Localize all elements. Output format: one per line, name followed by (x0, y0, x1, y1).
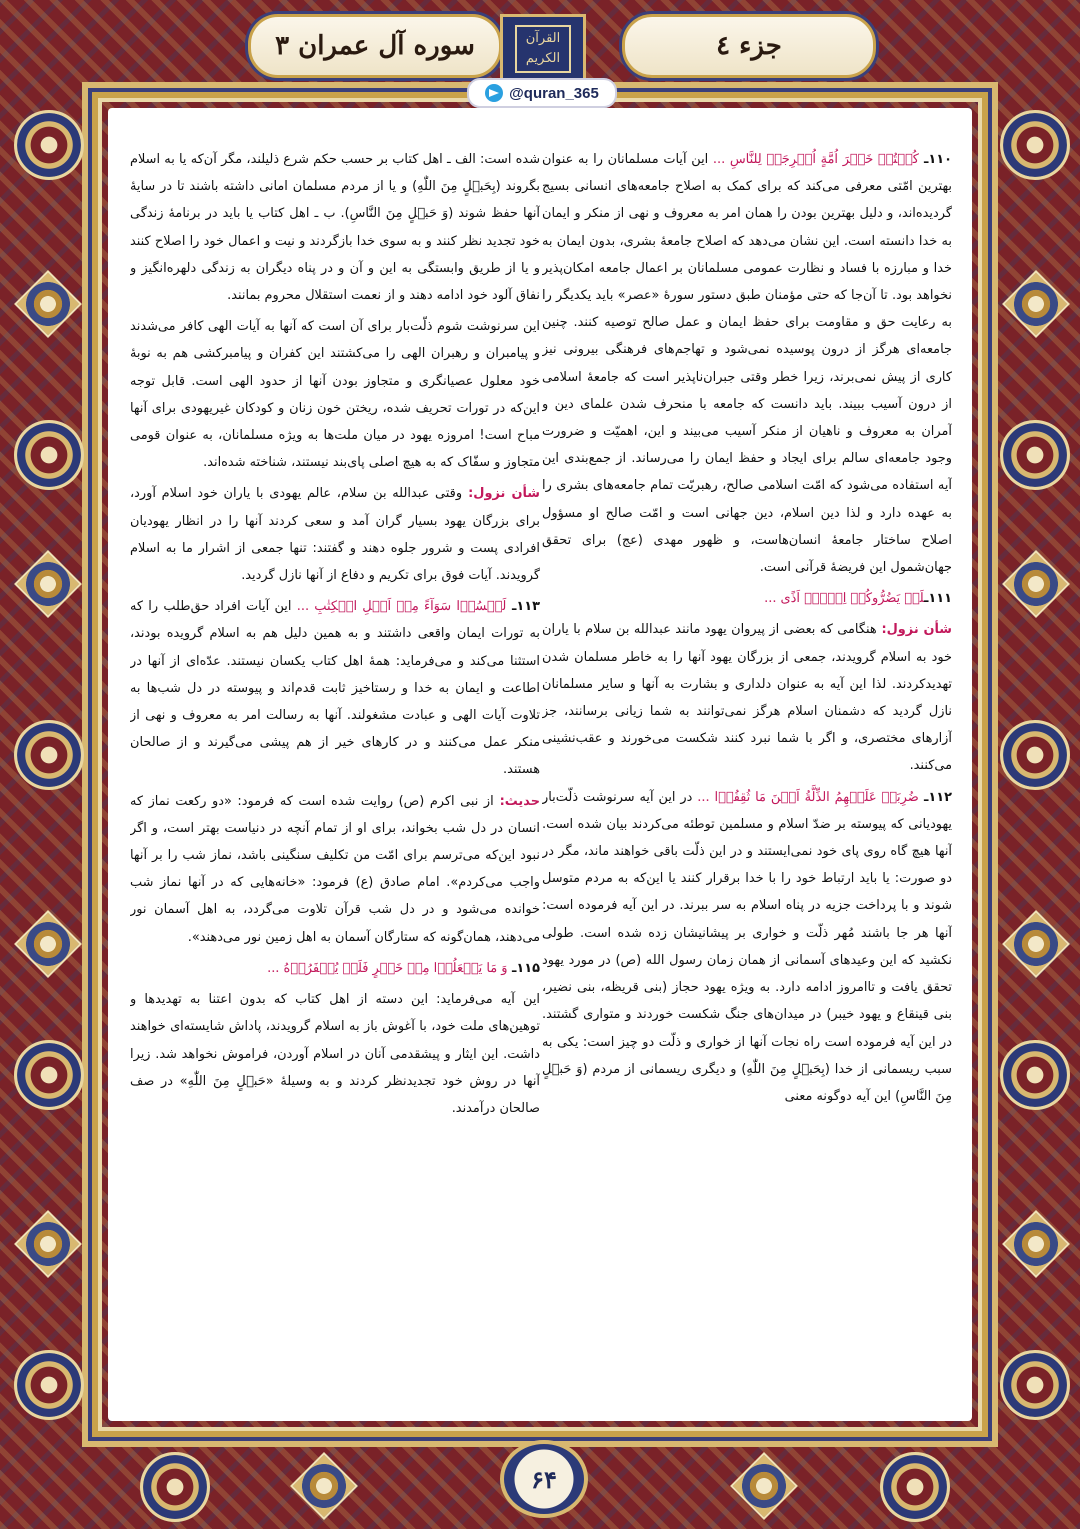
note-label: شأن نزول: (876, 622, 952, 638)
page-number-badge (500, 1440, 588, 1518)
paragraph (130, 788, 540, 951)
left-column (130, 146, 540, 1386)
paragraph-text: این سرنوشت شوم ذلّت‌بار برای آن است که آنها به آیات الهی کافر می‌شدند و پیامبران و رهبران الهی را می‌کشتند این کفران و پیامبرکشی هم به نوبهٔ خود معلول عصیانگری و متجاوز بودن آنها از حدود الهی است. قابل توجه این‌که در تورات تحریف شده، ریختن خون زنان و کودکان غیریهودی برای آنها مباح است! امروزه یهود در میان ملت‌ها به ویژه مسلمانان، به عنوان قومی متجاوز و سفّاک که به هیچ اصلی پای‌بند نیستند، شناخته شده‌اند. (130, 319, 540, 471)
surah-title-plate (248, 14, 502, 78)
paragraph (130, 986, 540, 1122)
paragraph-text: در این آیه سرنوشت ذلّت‌بار یهودیانی که پیوسته بر ضدّ اسلام و مسلمین توطئه می‌کردند بیان شده است. آنها هیچ گاه روی پای خود نمی‌ایستند و در این ذلّت باقی خواهند ماند، مگر در دو صورت: یا باید ارتباط خود را با خدا برقرار کنند یا این‌که به مردم متوسل شوند و با پرداخت جزیه در پناه اسلام به سر ببرند. در این آیه فرموده است: آنها هر جا باشند مُهر ذلّت و خواری بر پیشانیشان زده شده است. طولی نکشید که این وعیدهای آسمانی از همان زمان رسول الله (ص) در مورد یهود تحقق یافت و تاامروز ادامه دارد. به ویژه یهود حجاز (بنی قریظه، بنی نضیر، بنی قینقاع و یهود خیبر) در میدان‌های جنگ شکست خوردند و متواری گشتند. در این آیه فرموده است راه نجات آنها از خواری و ذلّت دو چیز است: یکی به سبب ریسمانی از خدا (بِحَبۡلٍ مِنَ اللّٰهِ) و دیگری ریسمانی از مردم (وَ حَبۡلٍ مِنَ النَّاسِ) این آیه دوگونه معنی (542, 789, 952, 1104)
verse-number: ۱۱۰ـ (918, 152, 952, 167)
paragraph-gap (542, 1110, 952, 1114)
verse-quote: لَنۡ یَضُرُّوکُمۡ اِلَّاۤ اَذًی ... (764, 591, 924, 607)
verse-quote: کُنۡتُمۡ خَیۡرَ اُمَّةٍ اُخۡرِجَتۡ لِلنَّاسِ ... (708, 152, 919, 167)
paragraph-text: شده است: الف ـ اهل کتاب بر حسب حکم شرع ذلیلند، مگر آن‌که یا به اسلام بگروند (بِحَبۡلٍ مِنَ اللّٰهِ) و یا از مردم مسلمان امانی داشته باشند تا در سایهٔ آنها حفظ شوند (وَ حَبۡلٍ مِنَ النَّاسِ). ب ـ اهل کتاب یا باید در برنامهٔ زندگی خود تجدید نظر کنند و به سوی خدا بازگردند و نیت و اعمال خود را اصلاح کنند و یا از طریق وابستگی به این و آن و در پناه دیگران به زندگی دلهره‌انگیز و نفاق آلود خود ادامه دهند و از نعمت استقلال محروم بمانند. (130, 152, 540, 304)
paragraph (542, 585, 952, 612)
verse-quote: لَیۡسُوۡا سَوَآءً مِنۡ اَهۡلِ الۡکِتٰبِ ... (291, 599, 507, 615)
border-medallion (140, 1452, 210, 1522)
verse-number: ۱۱۲ـ (918, 789, 952, 805)
border-medallion (1000, 110, 1070, 180)
paragraph-text: این آیات افراد حق‌طلب را که به تورات ایمان واقعی داشتند و به همین دلیل هم به اسلام گرویده بودند، استثنا می‌کند و می‌فرماید: همهٔ اهل کتاب یکسان نیستند. عدّه‌ای از آنها در اطاعت و ایمان به خدا و رستاخیز ثابت قدم‌اند و پیوسته در دل شب‌ها به تلاوت آیات الهی و عبادت مشغولند. آنها به رسالت امر به معروف و نهی از منکر عمل می‌کنند و در کارهای خیر از هم پیشی می‌گیرند و از صالحان هستند. (130, 599, 540, 778)
border-medallion (14, 420, 84, 490)
verse-number: ۱۱۳ـ (506, 599, 540, 615)
border-medallion (14, 1040, 84, 1110)
paragraph (130, 955, 540, 982)
paragraph (130, 480, 540, 589)
channel-tag[interactable] (467, 78, 617, 108)
paragraph (130, 146, 540, 309)
paragraph (130, 313, 540, 476)
note-label: شأن نزول: (462, 486, 540, 502)
paragraph (130, 593, 540, 783)
verse-quote: وَ مَا یَفۡعَلُوۡا مِنۡ خَیۡرٍ فَلَنۡ یُکۡفَرُوۡهُ ... (267, 960, 508, 976)
border-medallion (1000, 1350, 1070, 1420)
border-medallion (880, 1452, 950, 1522)
juz-title: جزء ٤ (716, 31, 782, 61)
right-column (542, 146, 952, 1386)
paragraph-text: این آیه می‌فرماید: این دسته از اهل کتاب که بدون اعتنا به تهدیدها و توهین‌های ملت خود، با آغوش باز به اسلام گرویدند، پاداش شایسته‌ای خواهند داشت. این ایثار و پیشقدمی آنان در اسلام آوردن، فراموش نخواهد شد. زیرا آنها در روش خود تجدیدنظر کردند و به وسیلهٔ «حَبۡلٍ مِنَ اللّٰهِ» در صف صالحان درآمدند. (130, 992, 540, 1116)
note-label: حدیث: (493, 793, 540, 809)
paragraph-gap (130, 1122, 540, 1126)
page-body (108, 108, 972, 1421)
verse-number: ۱۱۵ـ (507, 960, 540, 976)
paragraph-text: این آیات مسلمانان را به عنوان بهترین امّتی معرفی می‌کند که برای کمک به اصلاح جامعه‌های انسانی بسیج گردیده‌اند، و دلیل بهترین بودن را همان امر به معروف و نهی از منکر و ایمان به خدا دانسته است. این نشان می‌دهد که اصلاح جامعهٔ بشری، بدون ایمان به خدا و مبارزه با فساد و نظارت عمومی مسلمانان بر اعمال جامعه امکان‌پذیر نخواهد بود. تا آن‌جا که حتی مؤمنان طبق دستور سورهٔ «عصر» باید یکدیگر را به رعایت حق و مقاومت برای حفظ ایمان و عمل صالح توصیه کنند. چنین جامعه‌ای هرگز از درون پوسیده نمی‌شود و تهاجم‌های فرهنگی بیرونی نیز کاری از پیش نمی‌برند، زیرا خطر وقتی جبران‌ناپذیر است که جامعهٔ اسلامی از درون آسیب ببیند. باید دانست که جامعه با منحرف شدن علمای دین و آمران به معروف و ناهیان از منکر آسیب می‌بیند و این، اهمیّت و ضرورت وجود جامعه‌ای سالم برای ایجاد و حفظ ایمان را می‌رساند. از جمع‌بندی این آیه استفاده می‌شود که امّت اسلامی صالح، رهبریّت تمام جامعه‌های بشری را به عهده دارد و لذا دین اسلام، دین جهانی است و امّت صالح او مسؤول اصلاح ساختار جامعهٔ انسان‌هاست، و ظهور مهدی (عج) برای تحقق جهان‌شمول این فریضهٔ قرآنی است. (542, 152, 952, 576)
border-medallion (1000, 420, 1070, 490)
paragraph (542, 146, 952, 581)
paragraph-text: هنگامی که بعضی از پیروان یهود مانند عبدالله بن سلام با یاران خود به اسلام گرویدند، جمعی از بزرگان یهود آنها را به خاطر مسلمان شدن تهدیدکردند. لذا این آیه به عنوان دلداری و بشارت به آنها و سایر مسلمانان نازل گردید که دشمنان اسلام هرگز نمی‌توانند به شما زیانی برسانند، جز آزارهای مختصری، و اگر با شما نبرد کنند شکست می‌خورند و عقب‌نشینی می‌کنند. (542, 622, 952, 774)
paragraph (542, 616, 952, 779)
logo-text: القرآن الكريم (515, 25, 571, 73)
border-medallion (1000, 1040, 1070, 1110)
page-number: ۶۴ (531, 1464, 557, 1494)
border-medallion (14, 110, 84, 180)
border-medallion (14, 720, 84, 790)
paragraph (542, 784, 952, 1110)
paragraph-text: وقتی عبدالله بن سلام، عالم یهودی با یاران خود اسلام آورد، برای بزرگان یهود بسیار گران آمد و سعی کردند آنها را در انظار یهودیان افرادی پست و شرور جلوه دهند و گفتند: تنها جمعی از اشرار ما به اسلام گرویدند. آیات فوق برای تکریم و دفاع از آنها نازل گردید. (130, 486, 540, 584)
quran-logo-icon (500, 14, 586, 84)
verse-quote: ضُرِبَتۡ عَلَیۡهِمُ الذِّلَّةُ اَیۡنَ مَا ثُقِفُوۤا ... (692, 789, 919, 805)
surah-title: سوره آل عمران ٣ (275, 31, 475, 61)
verse-number: ۱۱۱ـ (923, 591, 952, 607)
telegram-icon (485, 84, 503, 102)
border-medallion (14, 1350, 84, 1420)
juz-title-plate (622, 14, 876, 78)
border-medallion (1000, 720, 1070, 790)
channel-handle: @quran_365 (509, 84, 599, 102)
paragraph-text: از نبی اکرم (ص) روایت شده است که فرمود: «دو رکعت نماز که انسان در دل شب بخواند، برای او از تمام آنچه در دنیاست بهتر است، و اگر نبود این‌که می‌ترسم برای امّت من تکلیف سنگینی باشد، نماز شب را بر آنها واجب می‌کردم». امام صادق (ع) فرمود: «خانه‌هایی که در آنها نماز شب خوانده می‌شود و در دل شب قرآن تلاوت می‌گردد، به اهل آسمان نور می‌دهند، همان‌گونه که ستارگان آسمان به اهل زمین نور می‌دهند». (130, 793, 540, 945)
